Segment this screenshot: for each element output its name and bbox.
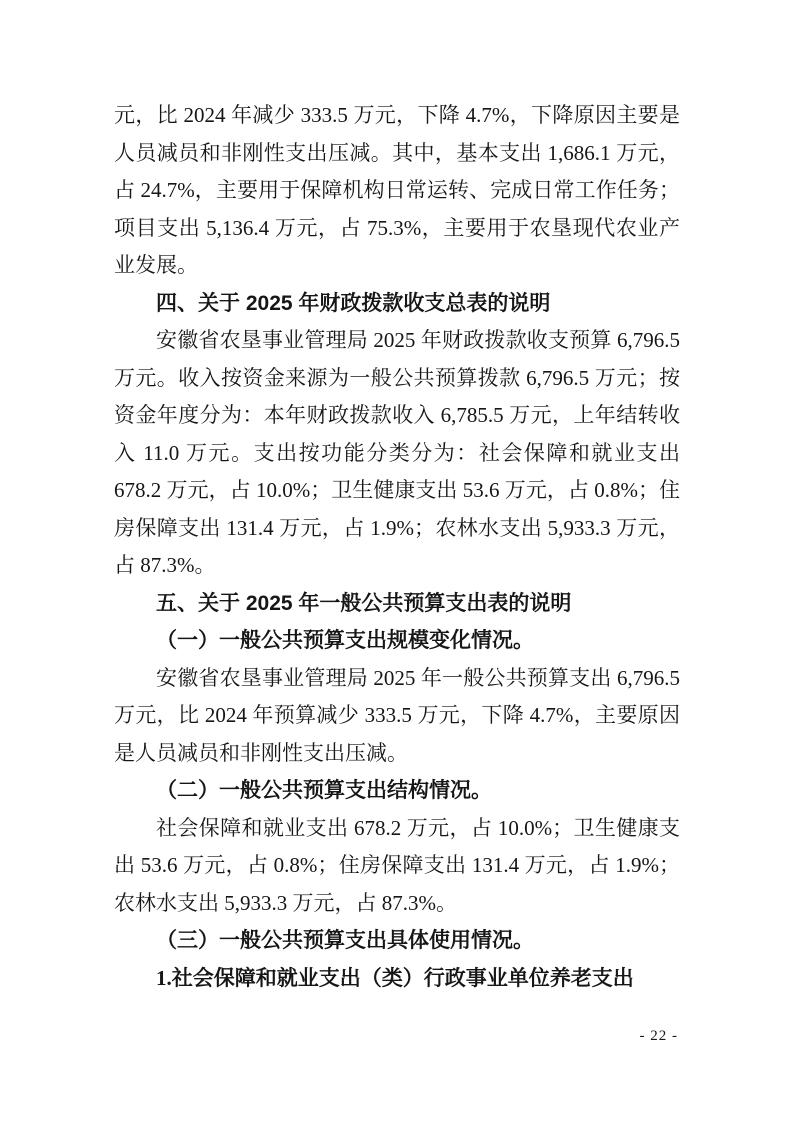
numbered-heading-social-security: 1.社会保障和就业支出（类）行政事业单位养老支出: [156, 965, 634, 990]
paragraph-fiscal-appropriation-summary: 安徽省农垦事业管理局 2025 年财政拨款收支预算 6,796.5 万元。收入按资金来源为一般公共预算拨款 6,796.5 万元；按资金年度分为：本年财政拨款收入 6,785.5 万元，上年结转收入 11.0 万元。支出按功能分类分为：社会保障和就业支出 678.2 万元，占 10.0%；卫生健康支出 53.6 万元，占 0.8%；住房保障支出 131.4 万元，占 1.9%；农林水支出 5,933.3 万元，占 87.3%。: [114, 328, 680, 577]
page-number: - 22 -: [639, 1028, 678, 1044]
paragraph-budget-structure: 社会保障和就业支出 678.2 万元，占 10.0%；卫生健康支出 53.6 万元，占 0.8%；住房保障支出 131.4 万元，占 1.9%；农林水支出 5,933.3 万元，占 87.3%。: [114, 815, 680, 915]
sub-heading-2-structure: （二）一般公共预算支出结构情况。: [156, 778, 492, 802]
sub-heading-3-specific-usage: （三）一般公共预算支出具体使用情况。: [156, 928, 534, 952]
section-heading-5: 五、关于 2025 年一般公共预算支出表的说明: [156, 591, 572, 615]
sub-heading-1-scale-change: （一）一般公共预算支出规模变化情况。: [156, 628, 534, 652]
paragraph-continuation: 元，比 2024 年减少 333.5 万元，下降 4.7%，下降原因主要是人员减员和非刚性支出压减。其中，基本支出 1,686.1 万元，占 24.7%，主要用于保障机构日常运转、完成日常工作任务；项目支出 5,136.4 万元，占 75.3%，主要用于农垦现代农业产业发展。: [114, 103, 680, 277]
paragraph-budget-scale-change: 安徽省农垦事业管理局 2025 年一般公共预算支出 6,796.5 万元，比 2024 年预算减少 333.5 万元，下降 4.7%，主要原因是人员减员和非刚性支出压减。: [114, 665, 680, 765]
section-heading-4: 四、关于 2025 年财政拨款收支总表的说明: [156, 291, 551, 315]
document-body: [114, 97, 680, 997]
